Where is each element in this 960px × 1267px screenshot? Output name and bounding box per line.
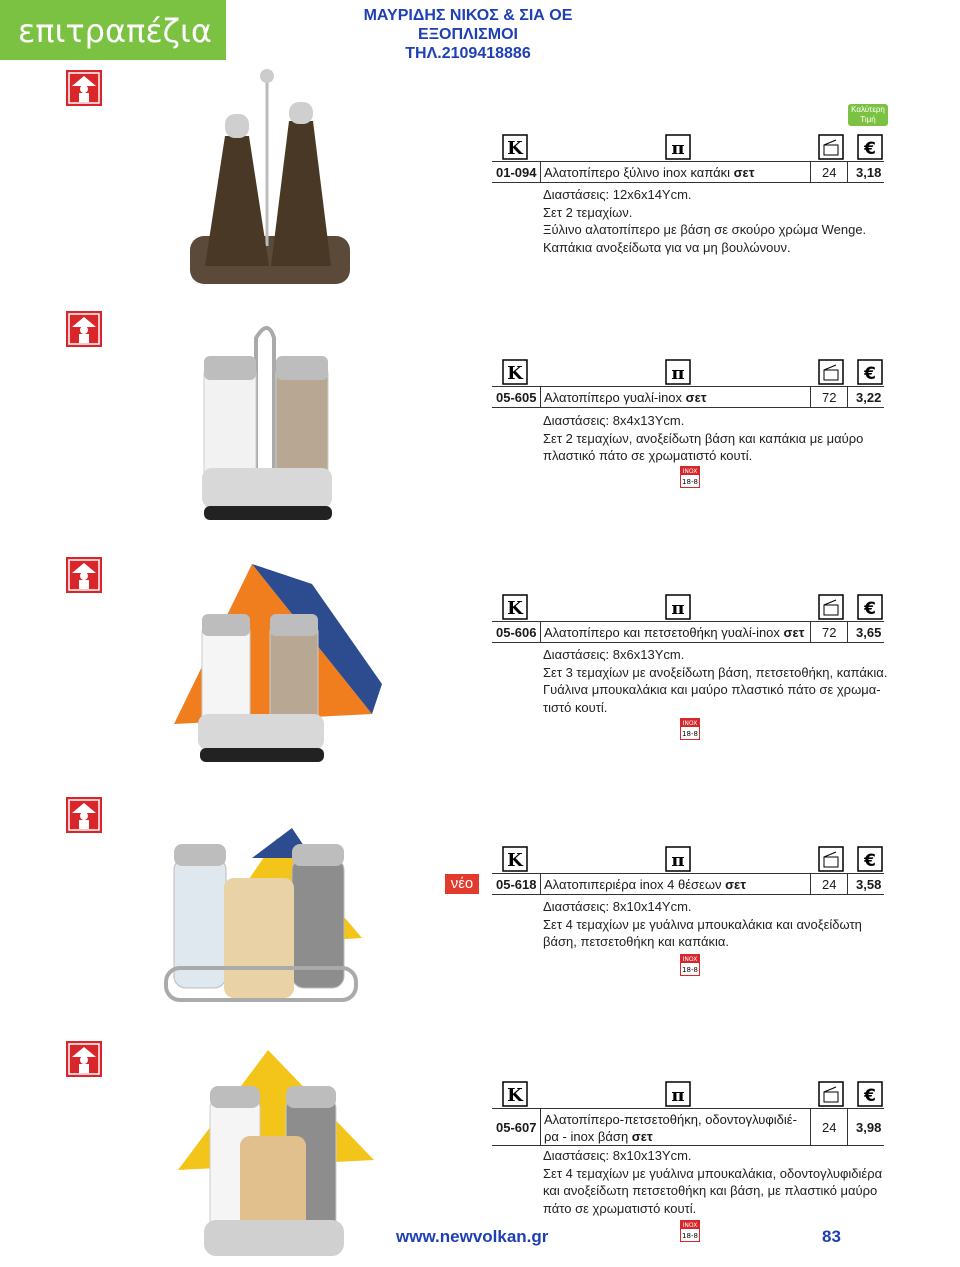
- svg-text:€: €: [864, 139, 876, 159]
- svg-text:K: K: [507, 598, 523, 619]
- restaurant-chef-icon: [66, 797, 102, 833]
- pi-icon: [665, 359, 691, 385]
- restaurant-chef-icon: [66, 1041, 102, 1077]
- product-code: 05-605: [496, 390, 537, 405]
- inox-18-8-icon: [680, 466, 700, 488]
- svg-text:π: π: [671, 598, 685, 619]
- svg-text:€: €: [864, 364, 876, 384]
- product-qty: 24: [822, 165, 837, 180]
- k-icon: [502, 1081, 528, 1107]
- svg-text:π: π: [671, 363, 685, 384]
- company-phone: ΤΗΛ.2109418886: [405, 45, 531, 62]
- euro-icon: [857, 1081, 883, 1107]
- svg-text:18-8: 18-8: [682, 1232, 698, 1240]
- detail-line: Σετ 4 τεμαχίων με γυάλινα μπουκαλάκια και ανοξείδωτη: [543, 916, 862, 932]
- svg-text:K: K: [507, 1085, 523, 1106]
- detail-line: Καπάκια ανοξείδωτα για να μη βουλώνουν.: [543, 239, 791, 255]
- product-price: 3,98: [856, 1120, 882, 1135]
- best-price-line1: Καλύτερη: [851, 105, 885, 114]
- detail-line: Γυάλινα μπουκαλάκια και μαύρο πλαστικό πάτο σε χρωμα-: [543, 682, 881, 697]
- pi-icon: [665, 846, 691, 872]
- category-tab: [0, 0, 226, 60]
- svg-text:K: K: [507, 363, 523, 384]
- euro-icon: [857, 846, 883, 872]
- k-icon: [502, 359, 528, 385]
- detail-line: Ξύλινο αλατοπίπερο με βάση σε σκούρο χρώμα Wenge.: [543, 222, 867, 237]
- product-price: 3,65: [856, 625, 882, 640]
- svg-text:π: π: [671, 850, 685, 871]
- icon-row: [0, 846, 960, 872]
- best-price-line2: Τιμή: [860, 115, 876, 124]
- product-name: Αλατοπίπερο γυαλί-inox σετ: [544, 390, 707, 405]
- detail-line: Διαστάσεις: 8x10x14Υcm.: [543, 899, 692, 914]
- product-price: 3,18: [856, 165, 882, 180]
- svg-text:K: K: [507, 138, 523, 159]
- product-code: 05-606: [496, 625, 537, 640]
- detail-line: Διαστάσεις: 12x6x14Υcm.: [543, 187, 692, 202]
- pi-icon: [665, 1081, 691, 1107]
- product-row: [492, 873, 884, 895]
- icon-row: [0, 134, 960, 160]
- inox-18-8-icon: [680, 954, 700, 976]
- restaurant-chef-icon: [66, 557, 102, 593]
- icon-row: [0, 594, 960, 620]
- detail-line: πλαστικό πάτο σε χρωματιστό κουτί.: [543, 448, 753, 463]
- svg-text:INOX: INOX: [682, 1222, 698, 1229]
- inox-18-8-icon: [680, 1220, 700, 1242]
- k-icon: [502, 134, 528, 160]
- detail-line: Σετ 4 τεμαχίων με γυάλινα μπουκαλάκια, οδοντογλυφιδιέρα: [543, 1165, 883, 1181]
- category-title: επιτραπέζια: [18, 12, 212, 50]
- detail-line: Σετ 2 τεμαχίων.: [543, 204, 633, 220]
- box-icon: [818, 594, 844, 620]
- euro-icon: [857, 359, 883, 385]
- detail-line: τιστό κουτί.: [543, 699, 608, 715]
- svg-text:€: €: [864, 1086, 876, 1106]
- k-icon: [502, 846, 528, 872]
- svg-text:INOX: INOX: [682, 468, 698, 475]
- detail-line: και ανοξείδωτη πετσετοθήκη και βάση, με πλαστικό μαύρο: [543, 1183, 878, 1198]
- box-icon: [818, 134, 844, 160]
- euro-icon: [857, 594, 883, 620]
- website-link[interactable]: www.newvolkan.gr: [396, 1227, 549, 1246]
- box-icon: [818, 1081, 844, 1107]
- detail-line: βάση, πετσετοθήκη και καπάκια.: [543, 934, 730, 949]
- product-row: [492, 161, 884, 183]
- product-name-line1: Αλατοπίπερο-πετσετοθήκη, οδοντογλυφιδιέ-: [544, 1112, 797, 1127]
- svg-text:€: €: [864, 851, 876, 871]
- product-details: [543, 898, 888, 951]
- product-name: Αλατοπίπερο και πετσετοθήκη γυαλί-inox σετ: [544, 625, 805, 640]
- pi-icon: [665, 594, 691, 620]
- product-code: 05-618: [496, 877, 537, 892]
- product-row: [492, 621, 884, 643]
- product-qty: 72: [822, 390, 837, 405]
- svg-text:€: €: [864, 599, 876, 619]
- product-price: 3,22: [856, 390, 882, 405]
- k-icon: [502, 594, 528, 620]
- detail-line: Διαστάσεις: 8x6x13Υcm.: [543, 647, 685, 662]
- detail-line: Σετ 2 τεμαχίων, ανοξείδωτη βάση και καπάκια με μαύρο: [543, 430, 864, 446]
- pi-icon: [665, 134, 691, 160]
- product-name: [544, 1111, 797, 1145]
- product-name: Αλατοπίπερο ξύλινο inox καπάκι σετ: [544, 165, 755, 180]
- product-qty: 24: [822, 877, 837, 892]
- product-photo-glass-salt-pepper: [198, 318, 348, 526]
- product-details: [543, 412, 888, 465]
- svg-text:18-8: 18-8: [682, 966, 698, 974]
- product-code: 05-607: [496, 1120, 537, 1135]
- product-name: Αλατοπιπεριέρα inox 4 θέσεων σετ: [544, 877, 747, 892]
- restaurant-chef-icon: [66, 311, 102, 347]
- product-row: [492, 1108, 884, 1146]
- detail-line: Διαστάσεις: 8x10x13Υcm.: [543, 1148, 692, 1163]
- box-icon: [818, 359, 844, 385]
- new-badge: νέο: [445, 874, 479, 894]
- product-details: [543, 1147, 888, 1217]
- svg-text:π: π: [671, 138, 685, 159]
- best-price-badge: [848, 104, 888, 126]
- icon-row: [0, 359, 960, 385]
- svg-text:π: π: [671, 1085, 685, 1106]
- product-details: [543, 186, 888, 256]
- detail-line: Διαστάσεις: 8x4x13Υcm.: [543, 413, 685, 428]
- product-row: [492, 386, 884, 408]
- svg-text:K: K: [507, 850, 523, 871]
- restaurant-chef-icon: [66, 70, 102, 106]
- company-name: ΜΑΥΡΙΔΗΣ ΝΙΚΟΣ & ΣΙΑ ΟΕ: [363, 7, 573, 24]
- svg-text:INOX: INOX: [682, 720, 698, 727]
- product-details: [543, 646, 888, 716]
- svg-text:18-8: 18-8: [682, 730, 698, 738]
- product-code: 01-094: [496, 165, 537, 180]
- detail-line: πάτο σε χρωματιστό κουτί.: [543, 1200, 697, 1216]
- product-qty: 24: [822, 1120, 837, 1135]
- product-photo-wooden-salt-pepper: [185, 66, 355, 290]
- company-header: [318, 6, 618, 63]
- product-qty: 72: [822, 625, 837, 640]
- svg-text:INOX: INOX: [682, 956, 698, 963]
- box-icon: [818, 846, 844, 872]
- euro-icon: [857, 134, 883, 160]
- product-name-line2: ρα - inox βάση σετ: [544, 1129, 653, 1144]
- page-number: 83: [822, 1227, 841, 1246]
- inox-18-8-icon: [680, 718, 700, 740]
- icon-row: [0, 1081, 960, 1107]
- company-subtitle: ΕΞΟΠΛΙΣΜΟΙ: [418, 26, 518, 43]
- product-price: 3,58: [856, 877, 882, 892]
- svg-text:18-8: 18-8: [682, 478, 698, 486]
- detail-line: Σετ 3 τεμαχίων με ανοξείδωτη βάση, πετσετοθήκη, καπάκια.: [543, 664, 888, 680]
